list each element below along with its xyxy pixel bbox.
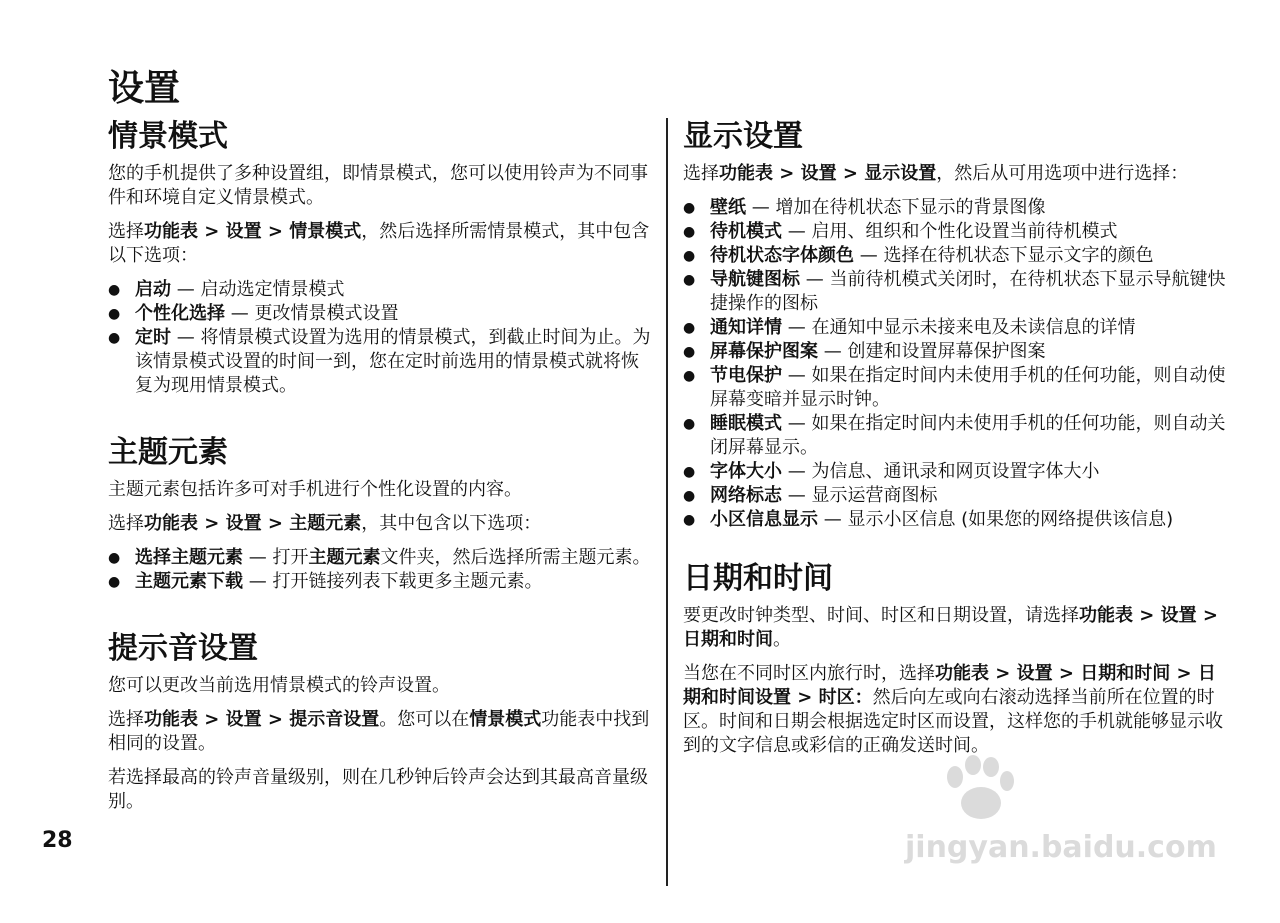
list-item: ● 个性化选择 — 更改情景模式设置	[108, 302, 653, 326]
section-intro: 您可以更改当前选用情景模式的铃声设置。	[108, 675, 450, 696]
section-profiles	[108, 118, 653, 398]
menu-path: 要更改时钟类型、时间、时区和日期设置，请选择功能表 > 设置 > 日期和时间。	[683, 605, 1218, 650]
section-note: 若选择最高的铃声音量级别，则在几秒钟后铃声会达到其最高音量级别。	[108, 767, 648, 812]
list-item: ● 节电保护 — 如果在指定时间内未使用手机的任何功能，则自动使屏幕变暗并显示时钟。	[683, 364, 1228, 412]
section-heading: 显示设置	[683, 119, 803, 154]
list-item: ● 待机模式 — 启用、组织和个性化设置当前待机模式	[683, 220, 1228, 244]
section-heading: 提示音设置	[108, 631, 258, 666]
section-themes	[108, 434, 653, 594]
list-item: ● 屏幕保护图案 — 创建和设置屏幕保护图案	[683, 340, 1228, 364]
menu-path: 选择功能表 > 设置 > 主题元素，其中包含以下选项：	[108, 513, 542, 534]
section-heading: 情景模式	[108, 119, 228, 154]
list-item: ● 导航键图标 — 当前待机模式关闭时，在待机状态下显示导航键快捷操作的图标	[683, 268, 1228, 316]
list-item: ● 壁纸 — 增加在待机状态下显示的背景图像	[683, 196, 1228, 220]
section-heading: 主题元素	[108, 435, 228, 470]
list-item: ● 选择主题元素 — 打开主题元素文件夹，然后选择所需主题元素。	[108, 546, 653, 570]
section-tones	[108, 630, 653, 814]
list-item: ● 小区信息显示 — 显示小区信息 (如果您的网络提供该信息)	[683, 508, 1228, 532]
menu-path: 选择功能表 > 设置 > 情景模式，然后选择所需情景模式，其中包含以下选项：	[108, 221, 650, 266]
section-intro: 您的手机提供了多种设置组，即情景模式，您可以使用铃声为不同事件和环境自定义情景模式。	[108, 163, 648, 208]
list-item: ● 网络标志 — 显示运营商图标	[683, 484, 1228, 508]
left-column	[108, 118, 653, 824]
list-item: ● 通知详情 — 在通知中显示未接来电及未读信息的详情	[683, 316, 1228, 340]
page-title: 设置	[108, 68, 181, 109]
list-item: ● 待机状态字体颜色 — 选择在待机状态下显示文字的颜色	[683, 244, 1228, 268]
list-item: ● 启动 — 启动选定情景模式	[108, 278, 653, 302]
option-list	[108, 278, 653, 398]
list-item: ● 主题元素下载 — 打开链接列表下载更多主题元素。	[108, 570, 653, 594]
section-display	[683, 118, 1228, 532]
list-item: ● 定时 — 将情景模式设置为选用的情景模式，到截止时间为止。为该情景模式设置的时间一到，您在定时前选用的情景模式就将恢复为现用情景模式。	[108, 326, 653, 398]
option-list	[683, 196, 1228, 532]
page-number: 28	[42, 828, 73, 853]
section-intro: 主题元素包括许多可对手机进行个性化设置的内容。	[108, 479, 522, 500]
right-column	[683, 118, 1228, 768]
menu-path: 选择功能表 > 设置 > 提示音设置。您可以在情景模式功能表中找到相同的设置。	[108, 709, 650, 754]
watermark: jingyan.baidu.com	[905, 830, 1217, 865]
menu-path: 当您在不同时区内旅行时，选择功能表 > 设置 > 日期和时间 > 日期和时间设置 > 时区：然后向左或向右滚动选择当前所在位置的时区。时间和日期会根据选定时区而设置，这样您的手机就能够显示收到的文字信息或彩信的正确发送时间。	[683, 663, 1223, 756]
baidu-paw-icon	[935, 755, 1025, 825]
section-datetime	[683, 560, 1228, 758]
list-item: ● 字体大小 — 为信息、通讯录和网页设置字体大小	[683, 460, 1228, 484]
menu-path: 选择功能表 > 设置 > 显示设置，然后从可用选项中进行选择：	[683, 163, 1189, 184]
column-divider	[666, 118, 668, 886]
section-heading: 日期和时间	[683, 561, 833, 596]
list-item: ● 睡眠模式 — 如果在指定时间内未使用手机的任何功能，则自动关闭屏幕显示。	[683, 412, 1228, 460]
option-list	[108, 546, 653, 594]
